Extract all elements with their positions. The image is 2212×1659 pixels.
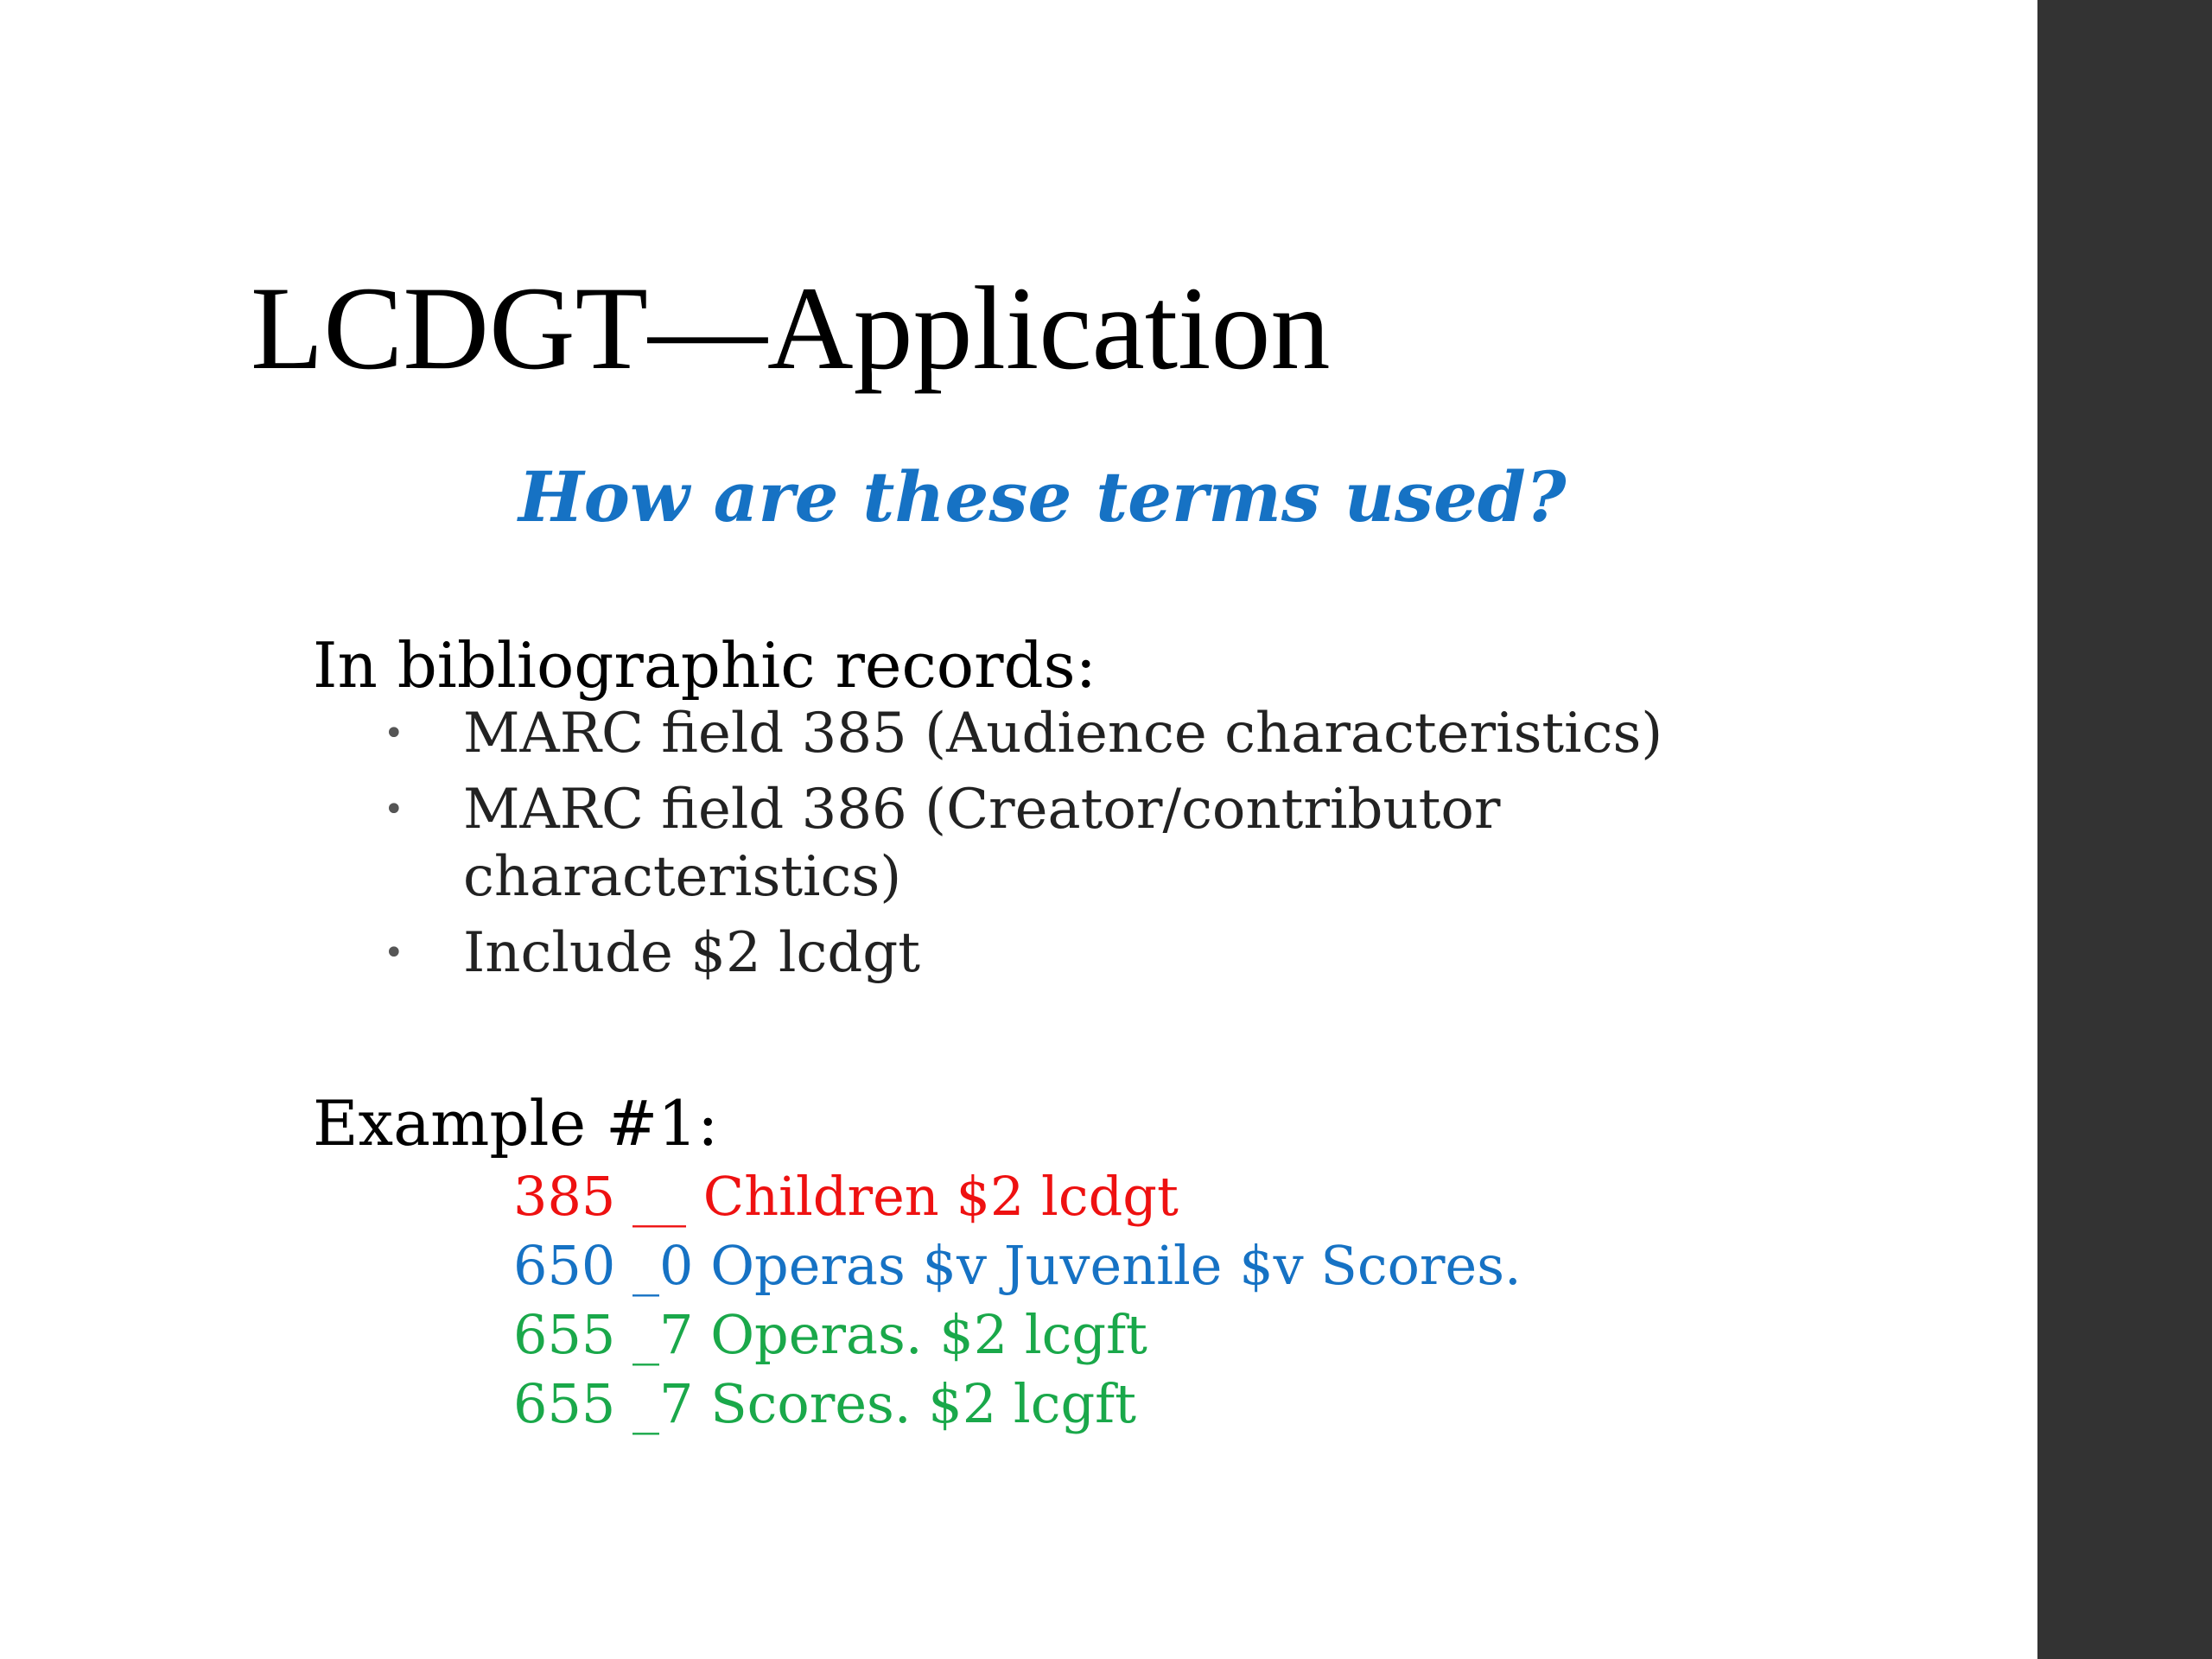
bullet-text: Include $2 lcdgt [463,921,920,985]
marc-field-650-line: 650 _0 Operas $v Juvenile $v Scores. [513,1234,1522,1297]
marc-field-655-operas-line: 655 _7 Operas. $2 lcgft [513,1303,1147,1366]
slide-subtitle: How are these terms used? [518,456,1567,537]
bullet-text: MARC field 385 (Audience characteristics) [463,702,1663,766]
side-bar [2037,0,2212,1659]
bullet-text: MARC field 386 (Creator/contributor characteristics) [463,778,1501,909]
bullet-item [380,700,1733,767]
example-lines [513,1162,1522,1439]
slide-title: LCDGT—Application [251,262,1331,394]
marc-field-385-line: 385 __ Children $2 lcdgt [513,1165,1179,1228]
bullet-list [380,700,1733,995]
bullet-item [380,919,1733,987]
bullet-marker: • [384,933,404,973]
bullet-marker: • [384,714,404,753]
bullet-marker: • [384,790,404,830]
bullet-item [380,776,1733,911]
intro-label: In bibliographic records: [313,629,1096,702]
example-label: Example #1: [313,1087,719,1160]
marc-field-655-scores-line: 655 _7 Scores. $2 lcgft [513,1372,1136,1435]
